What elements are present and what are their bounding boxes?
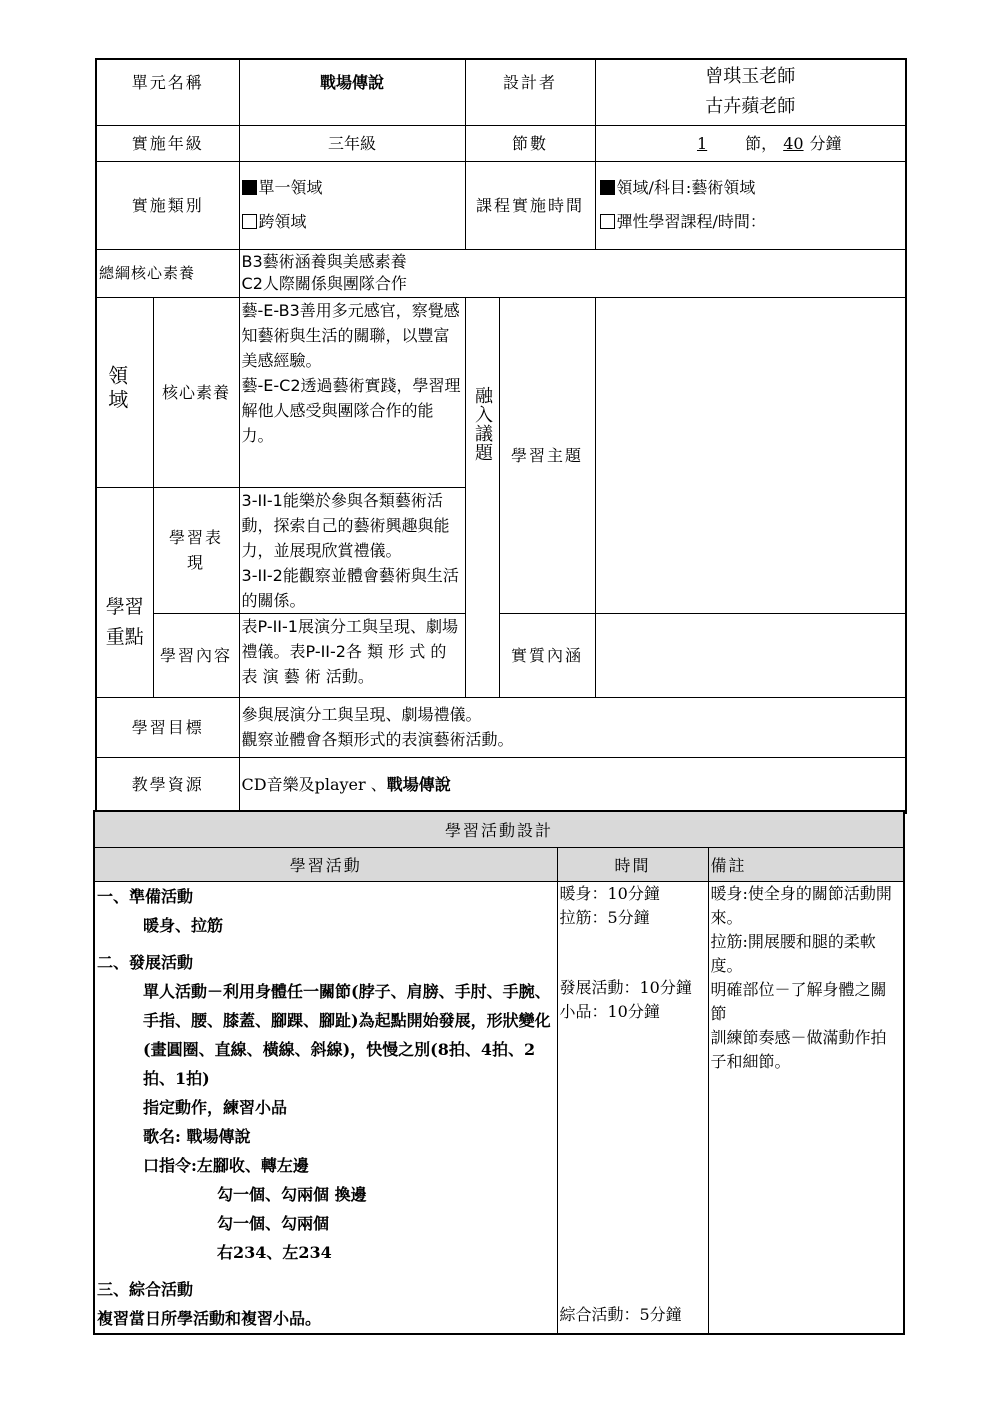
- activity-table: [93, 810, 905, 1335]
- section-dev-line-4: 口指令:左腳收、轉左邊: [143, 1155, 309, 1175]
- checked-box-icon: [600, 180, 615, 195]
- content-text: 表P-II-1展演分工與呈現、劇場禮儀。表P-II-2各 類 形 式 的 表 演 藝 術 活動。: [239, 613, 465, 697]
- section-dev-sub-1: 勾一個、勾兩個 換邊: [217, 1184, 367, 1204]
- schedule-domain: 領域/科目:藝術領域: [600, 171, 904, 205]
- substance-value: [595, 613, 906, 697]
- domain-label: 領域: [96, 297, 153, 487]
- goal-line-1: 參與展演分工與呈現、劇場禮儀。: [241, 705, 482, 724]
- sessions-value: [595, 125, 906, 161]
- core-label: 總綱核心素養: [96, 249, 239, 297]
- section-dev-sub-2: 勾一個、勾兩個: [217, 1213, 330, 1233]
- core-competency-label: 核心素養: [153, 297, 239, 487]
- content-label: 學習內容: [153, 613, 239, 697]
- integrate-label: 融入議題: [465, 297, 499, 697]
- lesson-header-table: [95, 58, 907, 814]
- section-prep-heading: 一、準備活動: [97, 886, 194, 906]
- activity-title: 學習活動設計: [94, 811, 904, 847]
- section-dev-line-3: 歌名: 戰場傳說: [143, 1126, 251, 1146]
- core-lines: [239, 249, 906, 297]
- unit-label: 單元名稱: [96, 59, 239, 125]
- sessions-label: 節數: [465, 125, 595, 161]
- time-warmup: 暖身：10分鐘: [559, 883, 660, 903]
- time-column: [557, 881, 708, 1334]
- sessions-count: 1: [696, 133, 708, 153]
- note-body: 明確部位－了解身體之關節: [710, 979, 887, 1023]
- section-wrap-heading: 三、綜合活動: [97, 1279, 194, 1299]
- resource-value: CD音樂及player 、戰場傳說: [239, 757, 906, 813]
- category-single: 單一領域: [242, 171, 463, 205]
- section-dev-line-1: 單人活動－利用身體任一關節(脖子、肩膀、手肘、手腕、手指、腰、膝蓋、腳踝、腳趾)為起點開始發展，形狀變化(畫圓圈、直線、橫線、斜線)，快慢之別(8拍、4拍、2拍、1拍): [143, 981, 551, 1088]
- category-options: [239, 161, 465, 249]
- category-label: 實施類別: [96, 161, 239, 249]
- time-stretch: 拉筋：5分鐘: [559, 907, 650, 927]
- core-line-2: C2人際關係與團隊合作: [241, 274, 407, 293]
- unit-name: 戰場傳說: [239, 59, 465, 125]
- sessions-unit: 節，: [745, 133, 778, 153]
- activity-content: [94, 881, 557, 1334]
- section-dev-heading: 二、發展活動: [97, 952, 194, 972]
- note-stretch: 拉筋:開展腰和腿的柔軟度。: [710, 931, 876, 975]
- unchecked-box-icon: [242, 214, 257, 229]
- designer-label: 設計者: [465, 59, 595, 125]
- section-wrap-line: 複習當日所學活動和複習小品。: [97, 1308, 322, 1328]
- performance-label: 學習表現: [153, 487, 239, 613]
- theme-value: [595, 297, 906, 613]
- resource-label: 教學資源: [96, 757, 239, 813]
- designer-names: [595, 59, 906, 125]
- minutes-unit: 分鐘: [809, 133, 842, 153]
- section-dev-sub-3: 右234、左234: [217, 1242, 332, 1262]
- unchecked-box-icon: [600, 214, 615, 229]
- goal-label: 學習目標: [96, 697, 239, 757]
- performance-text: 3-II-1能樂於參與各類藝術活動，探索自己的藝術興趣與能力，並展現欣賞禮儀。 3-II-2能觀察並體會藝術與生活的關係。: [239, 487, 465, 613]
- col-time: 時間: [557, 847, 708, 881]
- grade-value: 三年級: [239, 125, 465, 161]
- designer-2: 古卉蘋老師: [705, 96, 796, 118]
- time-develop: 發展活動：10分鐘: [559, 977, 692, 997]
- note-column: [708, 881, 904, 1334]
- goal-lines: [239, 697, 906, 757]
- time-piece: 小品：10分鐘: [559, 1001, 660, 1021]
- schedule-label: 課程實施時間: [465, 161, 595, 249]
- designer-1: 曾琪玉老師: [705, 66, 796, 88]
- core-line-1: B3藝術涵養與美感素養: [241, 252, 407, 271]
- grade-label: 實施年級: [96, 125, 239, 161]
- focus-label: 學習重點: [96, 487, 153, 697]
- substance-label: 實質內涵: [499, 613, 595, 697]
- col-note: 備註: [708, 847, 904, 881]
- minutes-count: 40: [783, 133, 804, 153]
- checked-box-icon: [242, 180, 257, 195]
- schedule-flex: 彈性學習課程/時間：: [600, 205, 904, 239]
- note-warmup: 暖身:使全身的關節活動開來。: [710, 883, 892, 927]
- goal-line-2: 觀察並體會各類形式的表演藝術活動。: [241, 730, 514, 749]
- category-cross: 跨領域: [242, 205, 463, 239]
- note-rhythm: 訓練節奏感－做滿動作拍子和細節。: [710, 1027, 887, 1071]
- col-activity: 學習活動: [94, 847, 557, 881]
- section-dev-line-2: 指定動作，練習小品: [143, 1097, 288, 1117]
- schedule-options: [595, 161, 906, 249]
- section-prep-line: 暖身、拉筋: [143, 915, 224, 935]
- time-wrap: 綜合活動：5分鐘: [559, 1304, 682, 1324]
- core-competency-text: 藝-E-B3善用多元感官，察覺感知藝術與生活的關聯，以豐富美感經驗。 藝-E-C2透過藝術實踐，學習理解他人感受與團隊合作的能力。: [239, 297, 465, 487]
- theme-label: 學習主題: [499, 297, 595, 613]
